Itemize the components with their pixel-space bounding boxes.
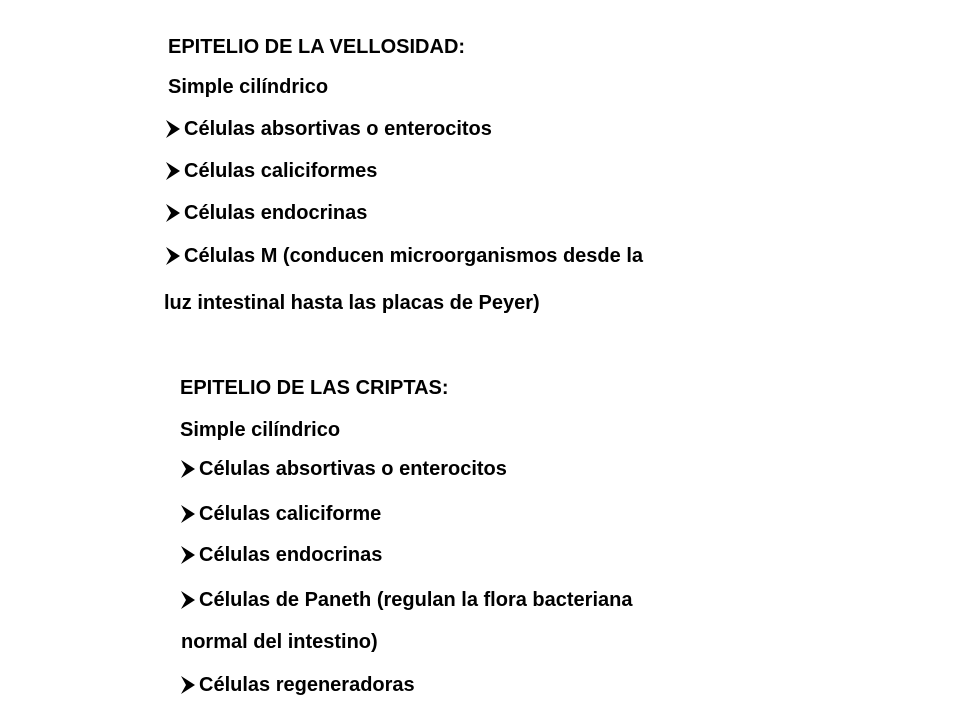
section-subheading: Simple cilíndrico (168, 76, 329, 98)
list-item-label: Células absortivas o enterocitos (199, 458, 507, 480)
list-item-label: Células caliciforme (199, 503, 382, 525)
list-item-label: Células absortivas o enterocitos (184, 118, 492, 140)
arrow-bullet-icon (164, 118, 182, 140)
list-item-label: Células M (conducen microorganismos desde la (184, 245, 644, 267)
list-item-label: Células regeneradoras (199, 674, 415, 696)
arrow-bullet-icon (179, 458, 197, 480)
list-item (179, 543, 382, 567)
list-item (164, 201, 367, 225)
section-subheading: Simple cilíndrico (180, 419, 341, 441)
arrow-bullet-icon (179, 544, 197, 566)
section-heading: EPITELIO DE LAS CRIPTAS: (180, 377, 449, 399)
list-item (164, 117, 492, 141)
list-item (164, 244, 643, 268)
list-item-label: Células caliciformes (184, 160, 378, 182)
list-item (179, 502, 381, 526)
list-item-continuation: luz intestinal hasta las placas de Peyer) (164, 292, 540, 314)
arrow-bullet-icon (179, 589, 197, 611)
list-item-label: Células endocrinas (199, 544, 383, 566)
list-item (179, 673, 415, 697)
list-item-continuation: normal del intestino) (181, 631, 378, 653)
arrow-bullet-icon (164, 202, 182, 224)
list-item-label: Células endocrinas (184, 202, 368, 224)
list-item (179, 457, 507, 481)
arrow-bullet-icon (164, 245, 182, 267)
list-item (164, 159, 377, 183)
arrow-bullet-icon (164, 160, 182, 182)
list-item (179, 588, 632, 612)
list-item-label: Células de Paneth (regulan la flora bacteriana (199, 589, 633, 611)
section-heading: EPITELIO DE LA VELLOSIDAD: (168, 36, 466, 58)
arrow-bullet-icon (179, 674, 197, 696)
arrow-bullet-icon (179, 503, 197, 525)
